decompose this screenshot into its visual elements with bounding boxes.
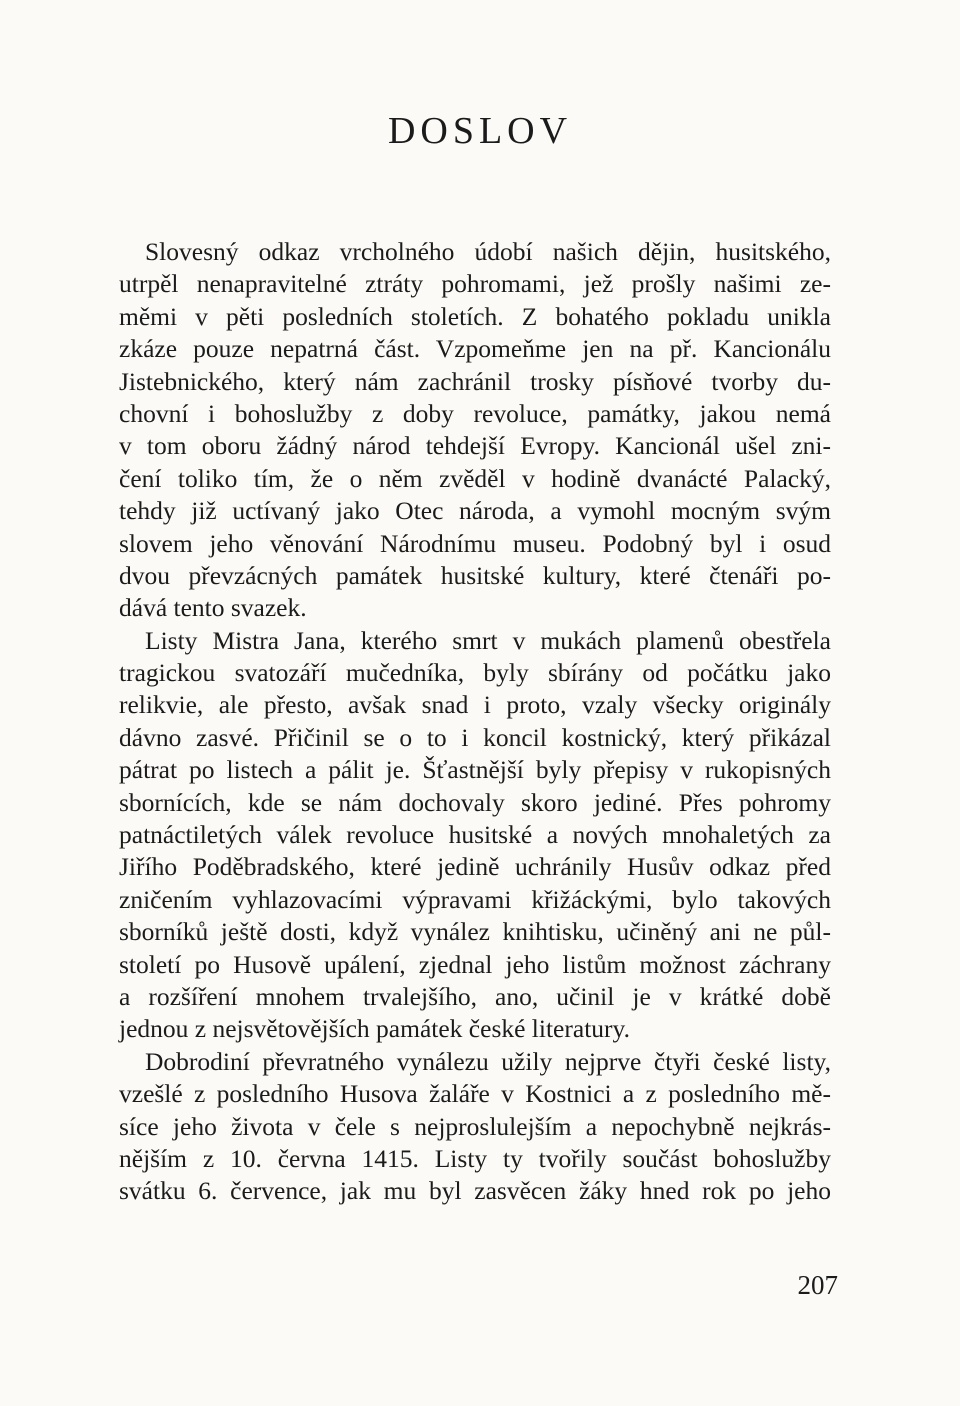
text-line: a rozšíření mnohem trvalejšího, ano, učinil je v krátké době (119, 981, 831, 1011)
text-line: dvou převzácných památek husitské kultury, které čtenáři po- (119, 560, 831, 590)
page-number: 207 (797, 1270, 838, 1300)
text-line: síce jeho života v čele s nejproslulejším a nepochybně nejkrás- (119, 1111, 831, 1141)
text-line: Slovesný odkaz vrcholného údobí našich dějin, husitského, (145, 237, 831, 266)
text-line: zkáze pouze nepatrná část. Vzpomeňme jen na př. Kancionálu (119, 334, 831, 364)
text-line: pátrat po listech a pálit je. Šťastnější byly přepisy v rukopisných (119, 755, 831, 785)
text-line: patnáctiletých válek revoluce husitské a nových mnohaletých za (119, 820, 831, 850)
chapter-title: DOSLOV (387, 110, 573, 152)
paragraph (119, 625, 831, 1046)
text-line: relikvie, ale přesto, avšak snad i proto, vzaly všecky originály (119, 690, 831, 720)
text-line: utrpěl nenapravitelné ztráty pohromami, jež prošly našimi ze- (119, 269, 831, 299)
paragraph (119, 236, 831, 625)
text-line: dává tento svazek. (119, 593, 307, 623)
text-line: svátku 6. července, jak mu byl zasvěcen žáky hned rok po jeho (119, 1176, 831, 1206)
text-line: chovní i bohoslužby z doby revoluce, památky, jakou nemá (119, 398, 831, 428)
body-text (119, 236, 831, 1208)
text-line: jednou z nejsvětovějších památek české literatury. (119, 1014, 630, 1044)
text-line: čení toliko tím, že o něm zvěděl v hodině dvanácté Palacký, (119, 463, 831, 493)
text-line: sborníků ještě dosti, když vynález knihtisku, učiněný ani ne půl- (119, 917, 831, 947)
text-line: tehdy již uctívaný jako Otec národa, a vymohl mocným svým (119, 496, 831, 526)
text-line: zničením vyhlazovacími výpravami křižáckými, bylo takových (119, 884, 831, 914)
text-line: v tom oboru žádný národ tehdejší Evropy. Kancionál ušel zni- (119, 431, 831, 461)
text-line: slovem jeho věnování Národnímu museu. Podobný byl i osud (119, 528, 831, 558)
paragraph (119, 1046, 831, 1208)
text-line: Listy Mistra Jana, kterého smrt v mukách plamenů obestřela (145, 625, 831, 655)
text-line: nějším z 10. června 1415. Listy ty tvořily součást bohoslužby (119, 1143, 831, 1173)
text-line: měmi v pěti posledních stoletích. Z bohatého pokladu unikla (119, 301, 831, 331)
text-line: sbornících, kde se nám dochovaly skoro jediné. Přes pohromy (119, 787, 831, 817)
text-line: století po Husově upálení, zjednal jeho listům možnost záchrany (119, 949, 831, 979)
text-line: vzešlé z posledního Husova žaláře v Kostnici a z posledního mě- (119, 1079, 831, 1109)
text-line: tragickou svatozáří mučedníka, byly sbírány od počátku jako (119, 658, 831, 688)
text-line: Jiřího Poděbradského, které jedině uchránily Husův odkaz před (119, 852, 831, 882)
text-line: Dobrodiní převratného vynálezu užily nejprve čtyři české listy, (145, 1046, 831, 1076)
text-line: dávno zasvé. Přičinil se o to i koncil kostnický, který přikázal (119, 722, 831, 752)
text-line: Jistebnického, který nám zachránil trosky písňové tvorby du- (119, 366, 831, 396)
